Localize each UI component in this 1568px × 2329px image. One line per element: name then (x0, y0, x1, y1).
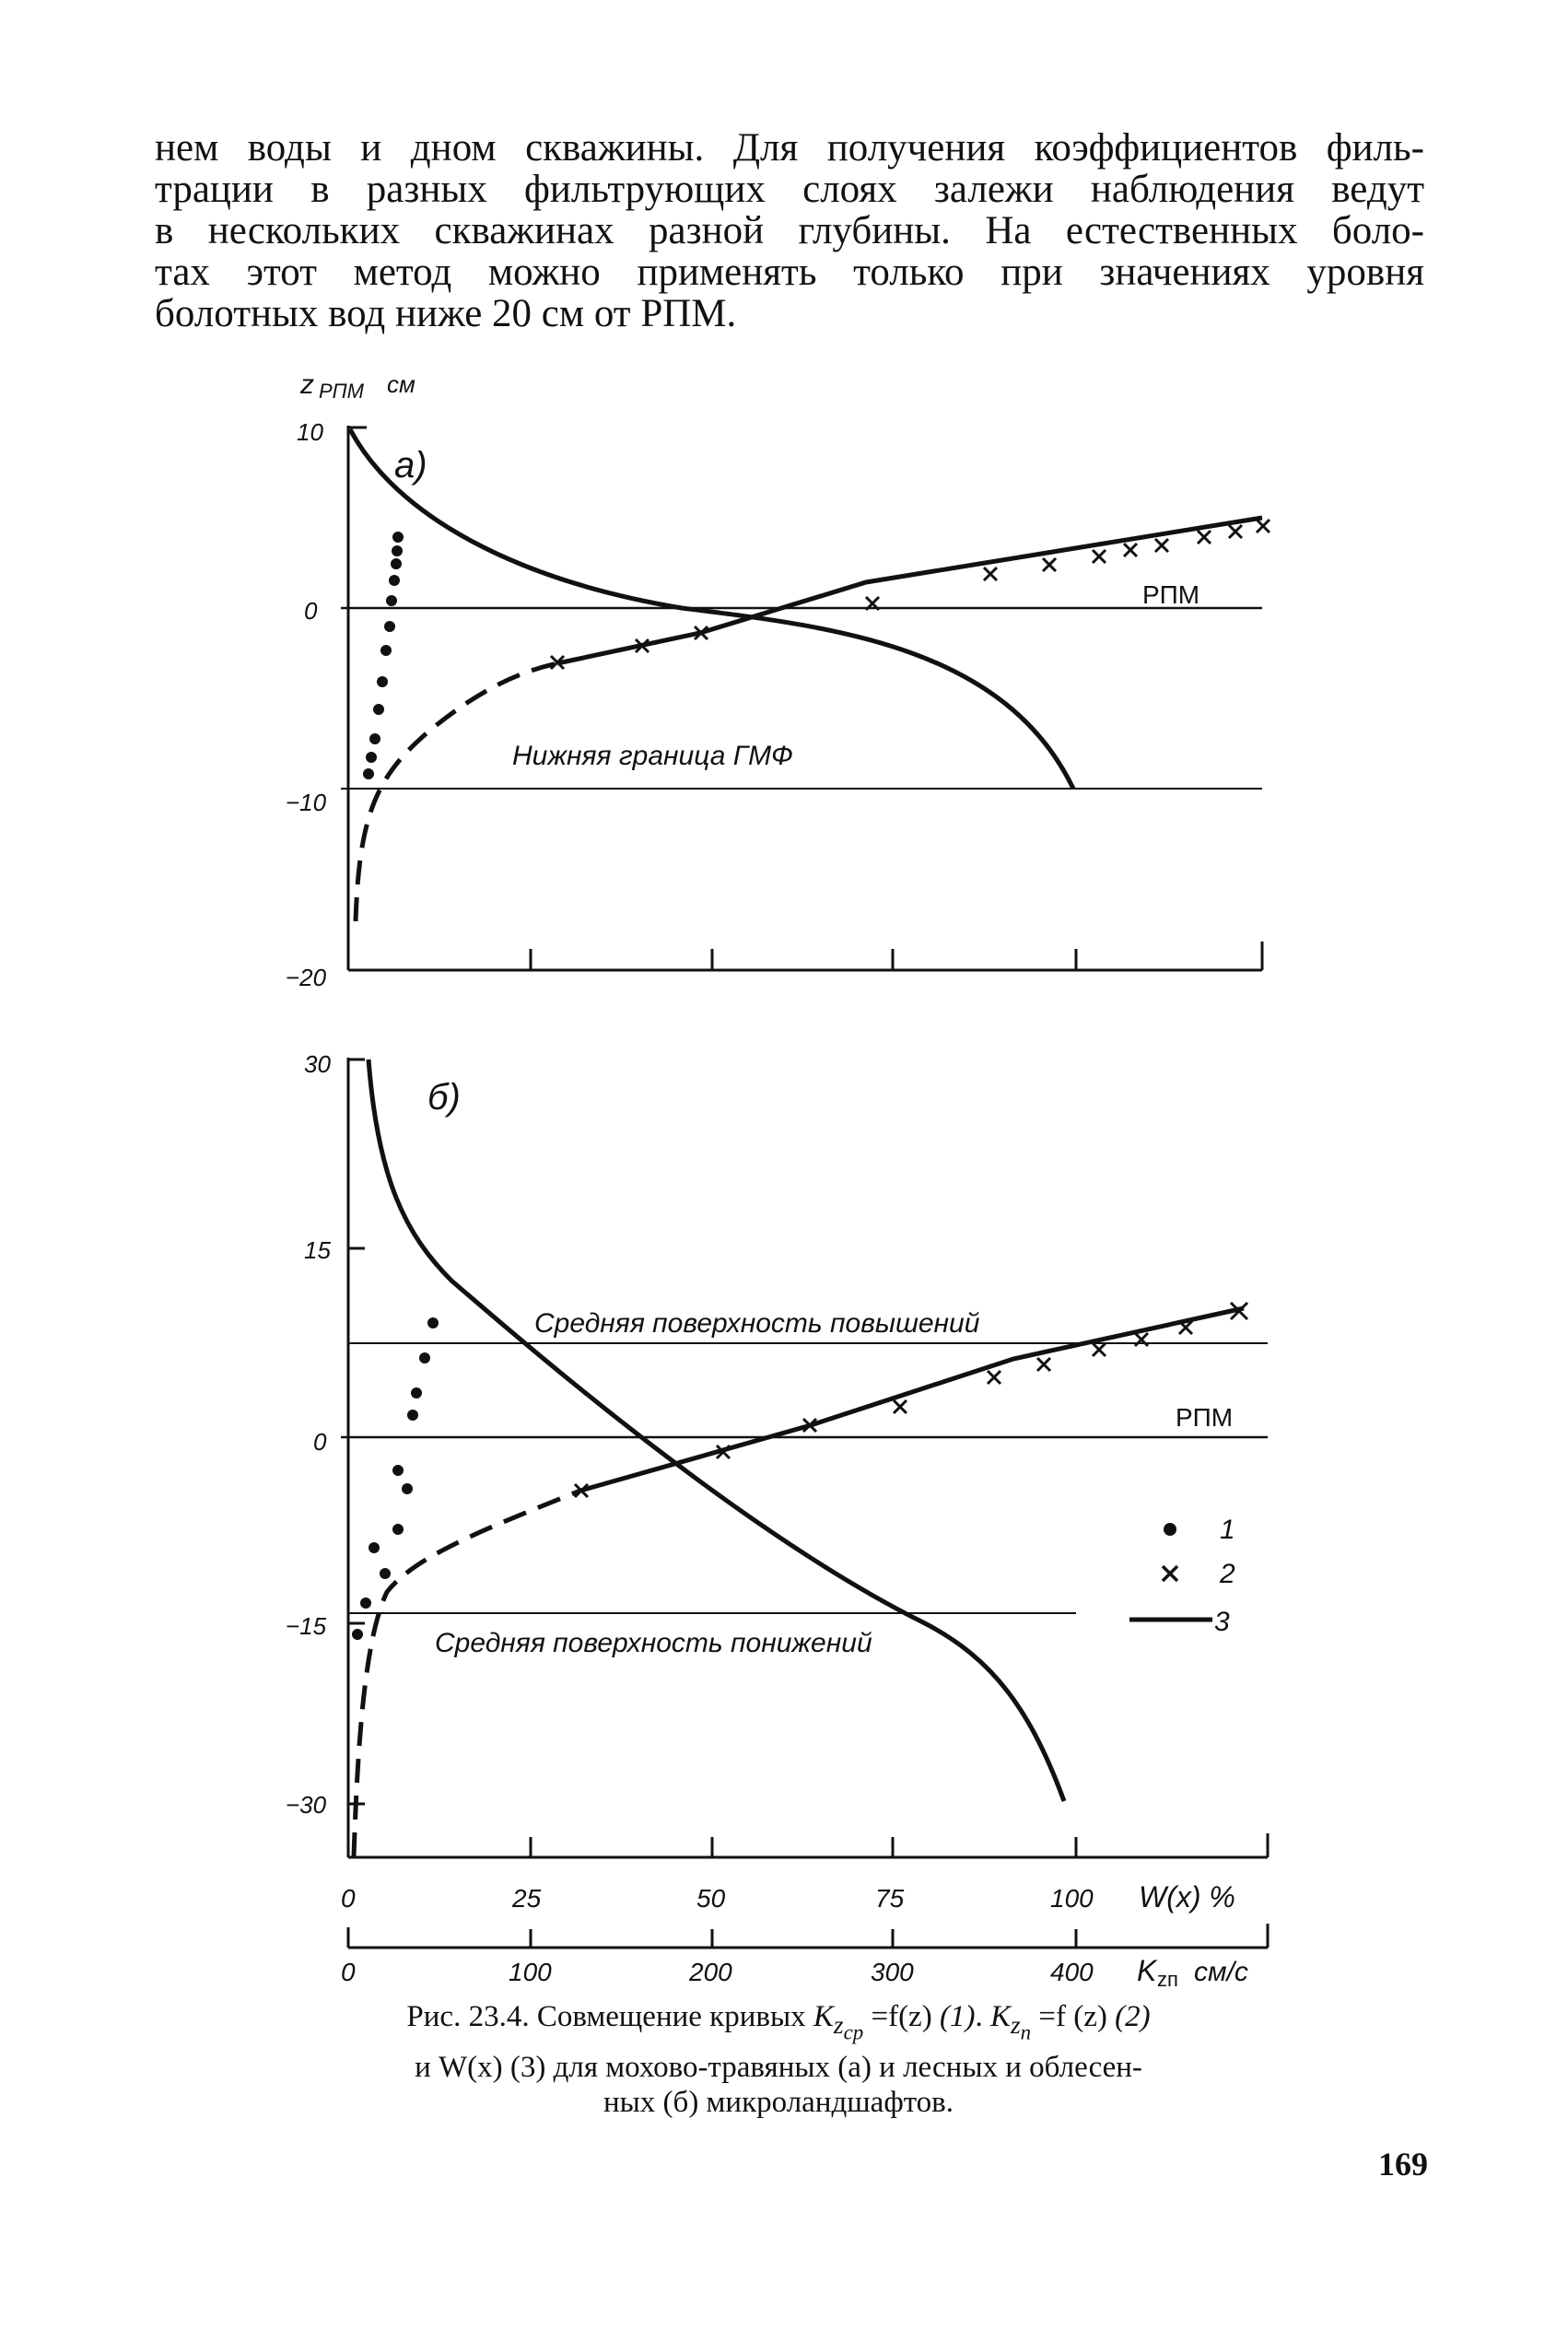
panel-b-curve-2-dashed (354, 1491, 580, 1856)
panel-a (286, 418, 1270, 991)
data-point (386, 595, 397, 606)
data-point (411, 1387, 422, 1399)
caption-line-3: ных (б) микроландшафтов. (603, 2086, 954, 2120)
legend-label-1: 1 (1220, 1515, 1235, 1545)
caption-num-1: (1) (939, 2000, 976, 2033)
x-k-axis-label: K (1137, 1954, 1157, 1987)
panel-b-curve-3 (369, 1059, 1064, 1801)
x-w-tick-label: 75 (875, 1884, 905, 1913)
caption-eq-2: =f (z) (1031, 2000, 1116, 2033)
data-point (407, 1410, 418, 1421)
data-point (360, 1598, 371, 1609)
x-axis-k (341, 1924, 1268, 1991)
cross-marker (1037, 1358, 1050, 1371)
data-point (392, 1524, 404, 1535)
cross-marker (1155, 539, 1168, 552)
data-point (427, 1317, 439, 1328)
cross-marker (1093, 1343, 1106, 1356)
data-point (389, 575, 400, 586)
x-k-axis-unit: см/с (1194, 1957, 1248, 1987)
panel-b-ytick-label: −15 (286, 1612, 327, 1640)
panel-b-ytick-label: 15 (304, 1236, 331, 1264)
caption-prefix: Рис. 23.4. Совмещение кривых (406, 2000, 813, 2033)
caption-kzp-sub: z (1010, 2009, 1021, 2039)
cross-marker (1198, 531, 1211, 544)
data-point (369, 1542, 380, 1553)
panel-b-label: б) (427, 1077, 461, 1118)
caption-eq-1: =f(z) (863, 2000, 940, 2033)
body-line: болотных вод ниже 20 см от РПМ. (155, 292, 737, 335)
data-point (384, 621, 395, 632)
panel-a-ytick-label: −20 (286, 964, 327, 991)
caption-kzp-subsub: п (1020, 2020, 1032, 2044)
x-w-axis-label: W(x) % (1139, 1880, 1235, 1914)
panel-a-ytick-label: 10 (297, 418, 323, 446)
panel-b-ytick-label: 0 (313, 1428, 327, 1456)
data-point (380, 1568, 391, 1579)
x-k-tick-label: 300 (871, 1958, 914, 1986)
data-point (352, 1629, 363, 1640)
page-number: 169 (1378, 2146, 1428, 2183)
caption-kzp-k: K (989, 2000, 1011, 2033)
panel-a-ytick-label: 0 (304, 597, 318, 625)
data-point (363, 768, 374, 779)
x-w-tick-label: 100 (1050, 1884, 1094, 1913)
panel-b-low-label: Средняя поверхность понижений (435, 1628, 872, 1658)
data-point (392, 545, 403, 556)
body-line: трации в разных фильтрующих слоях залежи наблюдения ведут (155, 168, 1424, 211)
caption-num-2: (2) (1115, 2000, 1151, 2033)
panel-a-dots (363, 532, 404, 779)
x-k-tick-label: 100 (509, 1958, 552, 1986)
legend-label-3: 3 (1214, 1607, 1230, 1637)
x-k-tick-label: 0 (341, 1958, 356, 1986)
cross-marker (984, 568, 997, 580)
x-k-axis-label-sub: zп (1157, 1968, 1178, 1991)
caption-line-2: и W(x) (3) для мохово-травяных (а) и лесных и облесен- (415, 2051, 1142, 2085)
x-w-tick-label: 50 (696, 1884, 726, 1913)
data-point (373, 704, 384, 715)
data-point (369, 733, 380, 744)
y-axis-label-sub: РПМ (319, 380, 364, 403)
panel-b-dots (352, 1317, 439, 1640)
body-line: в нескольких скважинах разной глубины. На естественных боло- (155, 209, 1424, 252)
panel-a-curve-2-dashed (356, 663, 557, 921)
data-point (377, 676, 388, 687)
panel-b-ytick-label: 30 (304, 1050, 331, 1078)
data-point (391, 558, 402, 569)
figure-caption (258, 1999, 1299, 2120)
panel-a-rpm-label: РПМ (1142, 580, 1200, 609)
body-line: нем воды и дном скважины. Для получения коэффициентов филь- (155, 126, 1424, 170)
x-axis-w (341, 1880, 1235, 1914)
x-k-tick-label: 400 (1050, 1958, 1094, 1986)
cross-marker (1124, 544, 1137, 556)
cross-marker (1093, 550, 1106, 563)
panel-b-rpm-label: РПМ (1176, 1403, 1234, 1432)
caption-line-1 (258, 1999, 1299, 2050)
data-point (366, 752, 377, 763)
legend (1129, 1515, 1235, 1637)
cross-marker (894, 1400, 907, 1413)
data-point (419, 1352, 430, 1363)
cross-marker (1257, 520, 1270, 533)
data-point (392, 1465, 404, 1476)
legend-cross-symbol (1163, 1566, 1177, 1581)
panel-a-ytick-label: −10 (286, 789, 327, 816)
panel-b (286, 1050, 1268, 1857)
x-k-tick-label: 200 (689, 1958, 732, 1986)
cross-marker (1229, 525, 1242, 538)
cross-marker (1043, 558, 1056, 571)
x-w-tick-label: 0 (341, 1884, 356, 1913)
caption-sep: . (975, 2000, 990, 2033)
caption-kzcp-subsub: ср (843, 2020, 864, 2044)
caption-kzcp-k: K (813, 2000, 834, 2033)
data-point (380, 645, 392, 656)
panel-a-label: а) (394, 445, 427, 486)
panel-a-gmf-label: Нижняя граница ГМФ (512, 741, 793, 771)
body-line: тах этот метод можно применять только при значениях уровня (155, 251, 1424, 294)
panel-b-high-label: Средняя поверхность повышений (534, 1308, 980, 1339)
data-point (402, 1483, 413, 1494)
caption-kzp (989, 2000, 1032, 2044)
legend-dot-symbol (1164, 1523, 1176, 1536)
data-point (392, 532, 404, 543)
panel-b-ytick-label: −30 (286, 1791, 327, 1819)
legend-label-2: 2 (1220, 1559, 1235, 1589)
caption-kzcp-sub: z (833, 2009, 844, 2039)
y-axis-label: z (300, 369, 314, 400)
caption-kzcp (813, 2000, 864, 2044)
cross-marker (988, 1371, 1000, 1384)
y-axis-unit: см (387, 370, 415, 398)
x-w-tick-label: 25 (512, 1884, 542, 1913)
